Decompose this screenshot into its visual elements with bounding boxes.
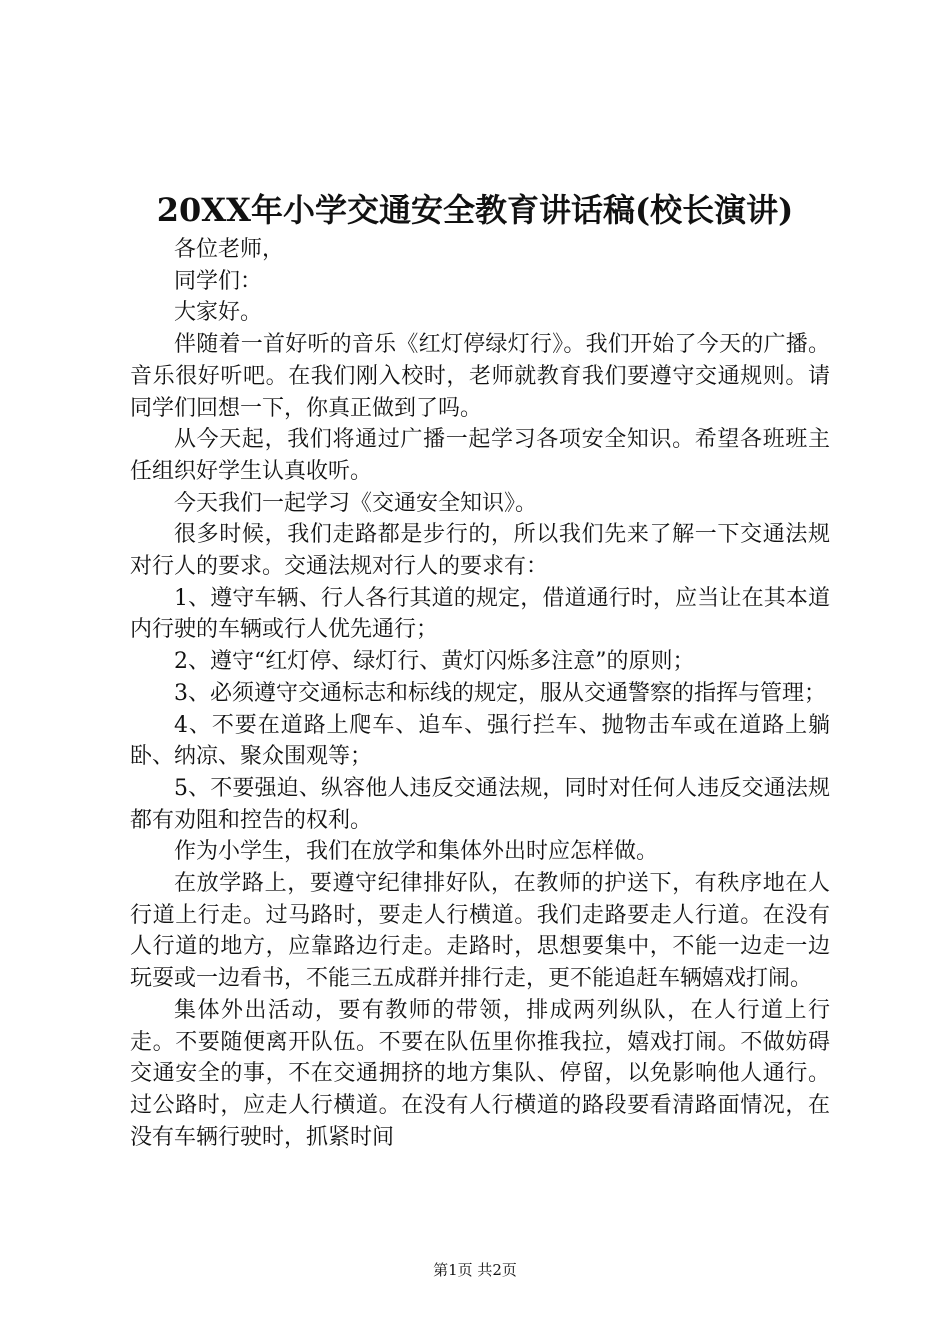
paragraph: 集体外出活动，要有教师的带领，排成两列纵队，在人行道上行走。不要随便离开队伍。不要在队伍里你推我拉，嬉戏打闹。不做妨碍交通安全的事，不在交通拥挤的地方集队、停留，以免影响他人通行。过公路时，应走人行横道。在没有人行横道的路段要看清路面情况，在没有车辆行驶时，抓紧时间 — [130, 997, 830, 1150]
paragraph: 4、不要在道路上爬车、追车、强行拦车、抛物击车或在道路上躺卧、纳凉、聚众围观等； — [130, 712, 830, 770]
paragraph: 很多时候，我们走路都是步行的，所以我们先来了解一下交通法规对行人的要求。交通法规对行人的要求有： — [130, 522, 830, 580]
paragraph: 各位老师， — [174, 237, 285, 262]
paragraph: 伴随着一首好听的音乐《红灯停绿灯行》。我们开始了今天的广播。音乐很好听吧。在我们刚入校时，老师就教育我们要遵守交通规则。请同学们回想一下，你真正做到了吗。 — [130, 332, 830, 421]
paragraph: 大家好。 — [174, 300, 263, 326]
paragraph: 3、必须遵守交通标志和标线的规定，服从交通警察的指挥与管理； — [174, 680, 826, 706]
paragraph: 作为小学生，我们在放学和集体外出时应怎样做。 — [174, 839, 659, 865]
paragraph: 同学们： — [174, 268, 263, 294]
document-title: 20XX年小学交通安全教育讲话稿(校长演讲) — [156, 191, 794, 229]
page-footer: 第1页 共2页 — [433, 1261, 517, 1279]
paragraph: 在放学路上，要遵守纪律排好队，在教师的护送下，有秩序地在人行道上行走。过马路时，要走人行横道。我们走路要走人行道。在没有人行道的地方，应靠路边行走。走路时，思想要集中，不能一边走一边玩耍或一边看书，不能三五成群并排行走，更不能追赶车辆嬉戏打闹。 — [130, 871, 830, 992]
paragraph: 2、遵守“红灯停、绿灯行、黄灯闪烁多注意”的原则； — [174, 649, 695, 675]
paragraph: 5、不要强迫、纵容他人违反交通法规，同时对任何人违反交通法规都有劝阻和控告的权利。 — [130, 775, 830, 833]
paragraph: 从今天起，我们将通过广播一起学习各项安全知识。希望各班班主任组织好学生认真收听。 — [130, 427, 830, 484]
paragraph: 今天我们一起学习《交通安全知识》。 — [174, 490, 538, 516]
paragraph: 1、遵守车辆、行人各行其道的规定，借道通行时，应当让在其本道内行驶的车辆或行人优先通行； — [130, 585, 830, 643]
document-body — [130, 234, 830, 1153]
